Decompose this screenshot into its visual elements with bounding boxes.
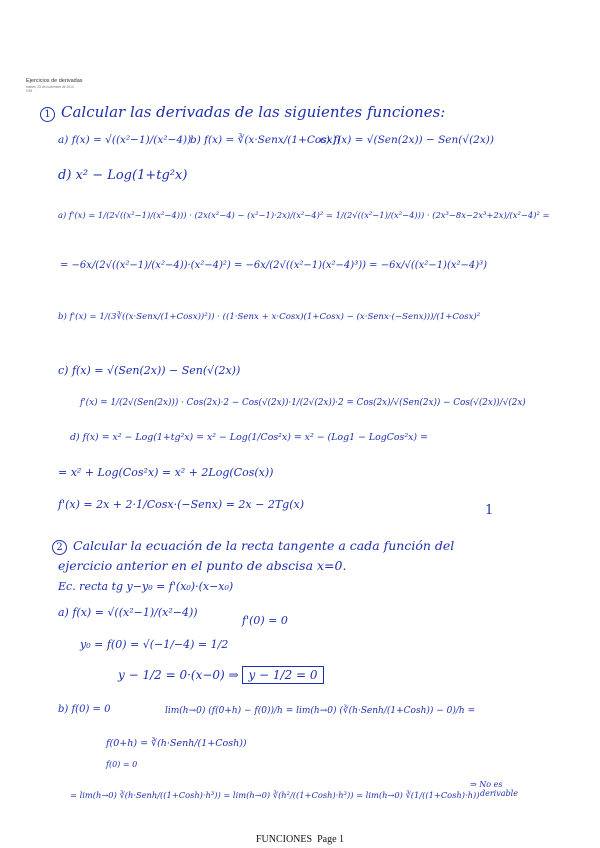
part-b-f0h: f(0+h) = ∛(h·Senh/(1+Cosh)) [106, 738, 247, 749]
exercise-2-number: 2 [52, 540, 67, 555]
part-b-f0: b) f(0) = 0 [58, 704, 111, 715]
part-b-limit: lim(h→0) (f(0+h) − f(0))/h = lim(h→0) (∛(h·Senh/(1+Cosh)) − 0)/h = [165, 706, 476, 716]
part-a-function: a) f(x) = √((x²−1)/(x²−4)) [58, 606, 198, 619]
part-b-f0-blank: f(0) = 0 [106, 760, 138, 769]
part-a-fprime: f'(0) = 0 [242, 614, 288, 627]
exercise-1-number: 1 [40, 107, 55, 122]
derivative-c-line-2: f'(x) = 1/(2√(Sen(2x))) · Cos(2x)·2 − Cos(√(2x))·1/(2√(2x))·2 = Cos(2x)/√(Sen(2x)) − Cos(√(2x))/√(2x) [80, 398, 526, 408]
footer-label: FUNCIONES [255, 834, 313, 845]
part-a-result-box: y − 1/2 = 0 [242, 666, 323, 684]
derivative-c-line-1: c) f(x) = √(Sen(2x)) − Sen(√(2x)) [58, 364, 241, 377]
part-a-result-left: y − 1/2 = 0·(x−0) ⇒ [118, 668, 239, 682]
function-a: a) f(x) = √((x²−1)/(x²−4)) [58, 134, 192, 146]
exercise-2-heading [52, 538, 454, 555]
page-date [26, 85, 74, 93]
exercise-1-heading [40, 103, 445, 122]
part-b-conclusion-1: ⇒ No es [470, 780, 503, 789]
tangent-equation: Ec. recta tg y−y₀ = f'(x₀)·(x−x₀) [58, 580, 234, 593]
exercise-2-statement-2: ejercicio anterior en el punto de abscisa x=0. [58, 558, 347, 573]
part-a-y0: y₀ = f(0) = √(−1/−4) = 1/2 [80, 638, 229, 651]
function-c: c) f(x) = √(Sen(2x)) − Sen(√(2x)) [320, 134, 494, 146]
time-text: 9:55 [26, 89, 33, 93]
stray-mark: 1 [485, 503, 494, 518]
date-text: martes, 25 de noviembre de 2014 [26, 85, 74, 89]
exercise-1-statement: Calcular las derivadas de las siguientes funciones: [61, 103, 446, 121]
derivative-d-line-2: = x² + Log(Cos²x) = x² + 2Log(Cos(x)) [58, 466, 274, 479]
derivative-a-line-2: = −6x/(2√((x²−1)/(x²−4))·(x²−4)²) = −6x/(2√((x²−1)(x²−4)³)) = −6x/√((x²−1)(x²−4)³) [60, 260, 488, 271]
part-a-result [118, 668, 324, 682]
derivative-d-line-3: f'(x) = 2x + 2·1/Cosx·(−Senx) = 2x − 2Tg(x) [58, 498, 305, 511]
footer-page: Page 1 [317, 834, 345, 845]
derivative-d-line-1: d) f(x) = x² − Log(1+tg²x) = x² − Log(1/Cos²x) = x² − (Log1 − LogCos²x) = [70, 432, 428, 443]
function-d: d) x² − Log(1+tg²x) [58, 168, 188, 183]
part-b-conclusion-2: derivable [480, 789, 518, 798]
page-footer [0, 834, 600, 845]
page-title: Ejercicios de derivadas [26, 78, 83, 84]
part-b-final: = lim(h→0) ∛(h·Senh/((1+Cosh)·h³)) = lim(h→0) ∛(h²/((1+Cosh)·h³)) = lim(h→0) ∛(1/((1+Cosh)·h)) [70, 790, 480, 800]
exercise-2-statement-1: Calcular la ecuación de la recta tangente a cada función del [73, 538, 455, 553]
part-b-conclusion [470, 780, 518, 798]
derivative-b-line-1: b) f'(x) = 1/(3∛((x·Senx/(1+Cosx))²)) · ((1·Senx + x·Cosx)(1+Cosx) − (x·Senx·(−Senx)))/(1+Cosx)² [58, 312, 481, 322]
function-b: b) f(x) = ∛(x·Senx/(1+Cosx)) [190, 134, 341, 146]
derivative-a-line-1: a) f'(x) = 1/(2√((x²−1)/(x²−4))) · (2x(x²−4) − (x²−1)·2x)/(x²−4)² = 1/(2√((x²−1)/(x²−4))) · (2x³−8x−2x³+2x)/(x²−4)² = [58, 210, 550, 220]
